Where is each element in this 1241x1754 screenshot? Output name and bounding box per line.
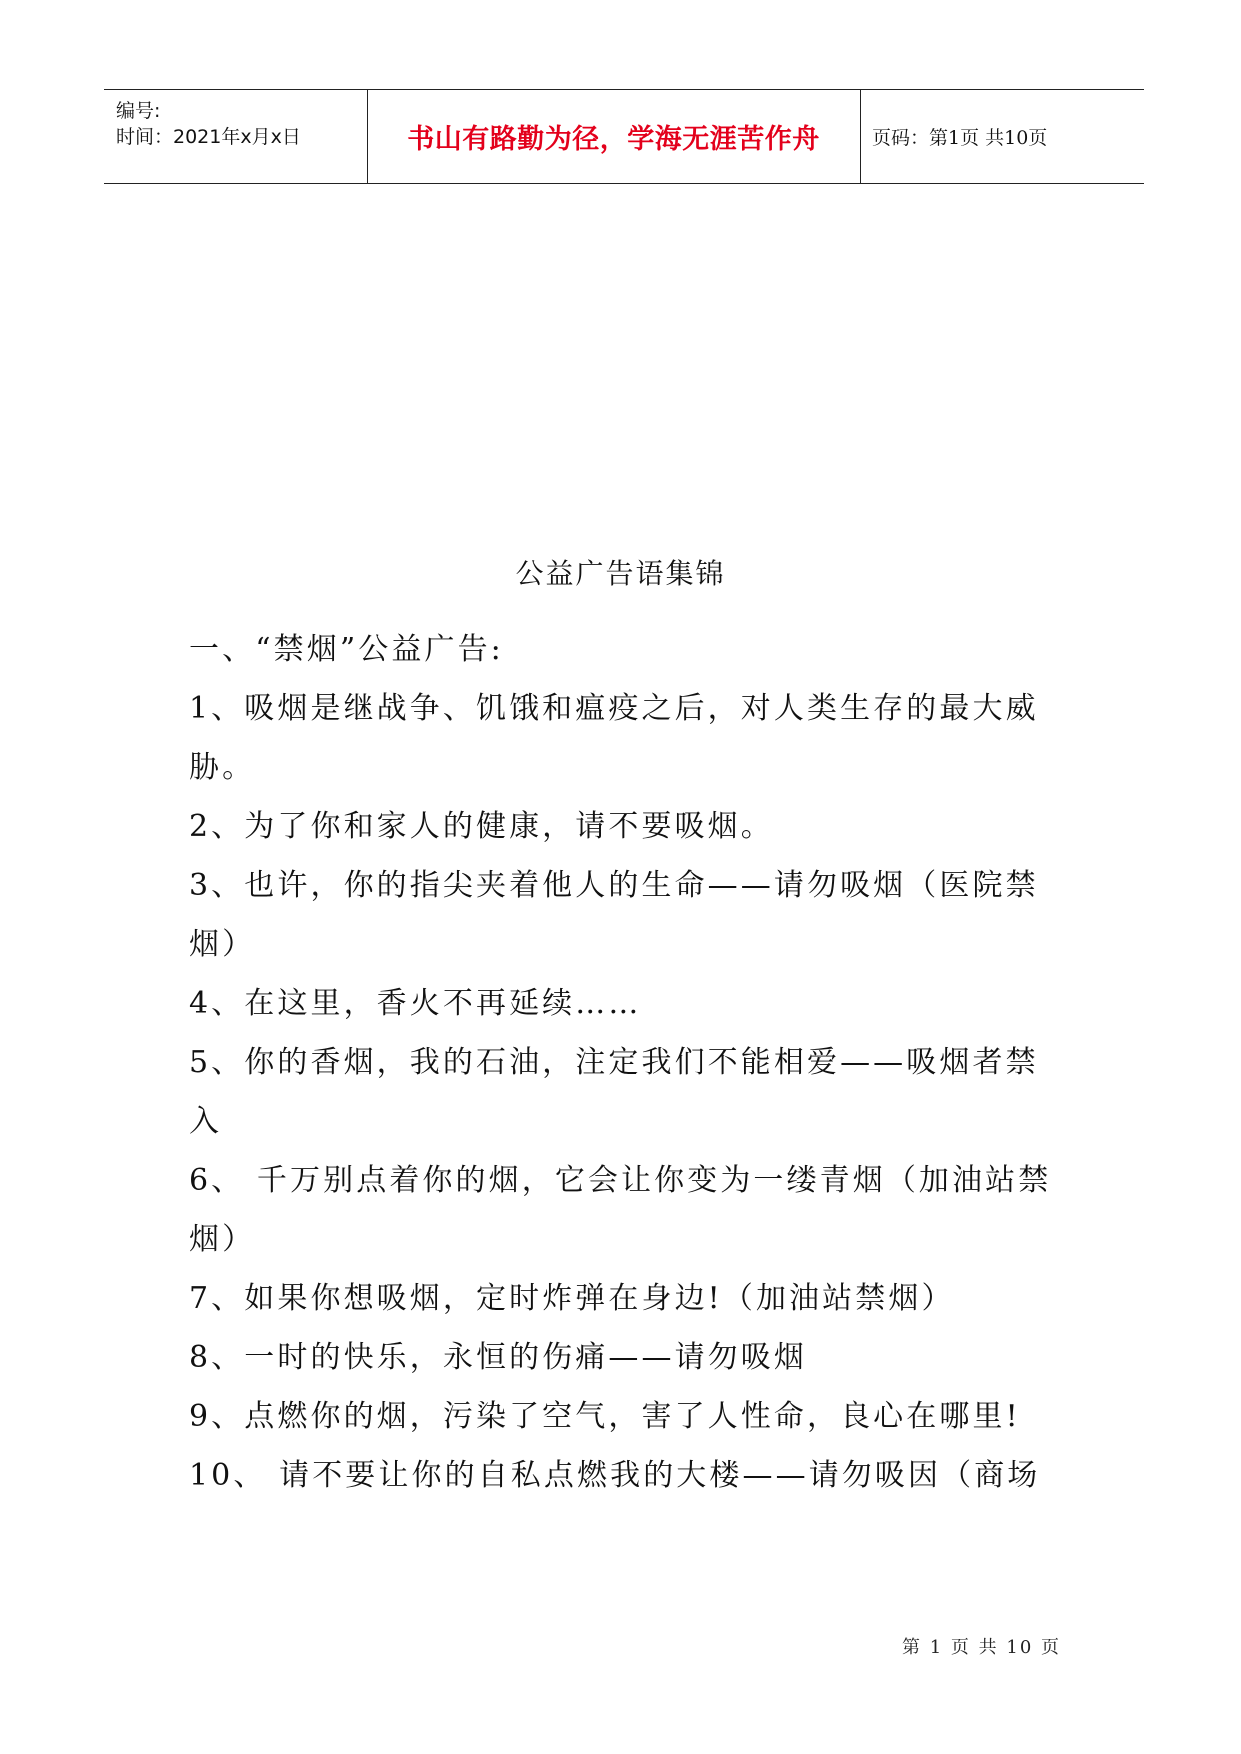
page-footer-number: 第 1 页 共 10 页 (902, 1637, 1061, 1658)
document-time-label: 时间：2021年x月x日 (116, 126, 301, 148)
slogan-item: 10、 请不要让你的自私点燃我的大楼——请勿吸因（商场 (189, 1458, 1041, 1493)
slogan-item: 9、点燃你的烟，污染了空气，害了人性命，良心在哪里! (189, 1399, 1021, 1434)
slogan-item: 4、在这里，香火不再延续…… (189, 986, 642, 1021)
slogan-item: 1、吸烟是继战争、饥饿和瘟疫之后，对人类生存的最大威胁。 (189, 691, 1039, 785)
slogan-item: 3、也许，你的指尖夹着他人的生命——请勿吸烟（医院禁烟） (189, 868, 1039, 962)
slogan-item: 2、为了你和家人的健康，请不要吸烟。 (189, 809, 774, 844)
header-motto: 书山有路勤为径，学海无涯苦作舟 (407, 124, 820, 155)
slogan-item: 6、 千万别点着你的烟，它会让你变为一缕青烟（加油站禁烟） (189, 1163, 1052, 1257)
page-header (104, 89, 1144, 184)
document-title: 公益广告语集锦 (515, 557, 726, 590)
document-body (189, 620, 1064, 1505)
header-page-indicator: 页码：第1页 共10页 (872, 127, 1048, 149)
document-number-label: 编号: (116, 100, 161, 122)
slogan-item: 8、一时的快乐，永恒的伤痛——请勿吸烟 (189, 1340, 807, 1375)
section-heading: 一、“禁烟”公益广告: (189, 632, 504, 667)
slogan-item: 5、你的香烟，我的石油，注定我们不能相爱——吸烟者禁入 (189, 1045, 1039, 1139)
slogan-item: 7、如果你想吸烟，定时炸弹在身边!（加油站禁烟） (189, 1281, 955, 1316)
header-divider (860, 90, 861, 183)
